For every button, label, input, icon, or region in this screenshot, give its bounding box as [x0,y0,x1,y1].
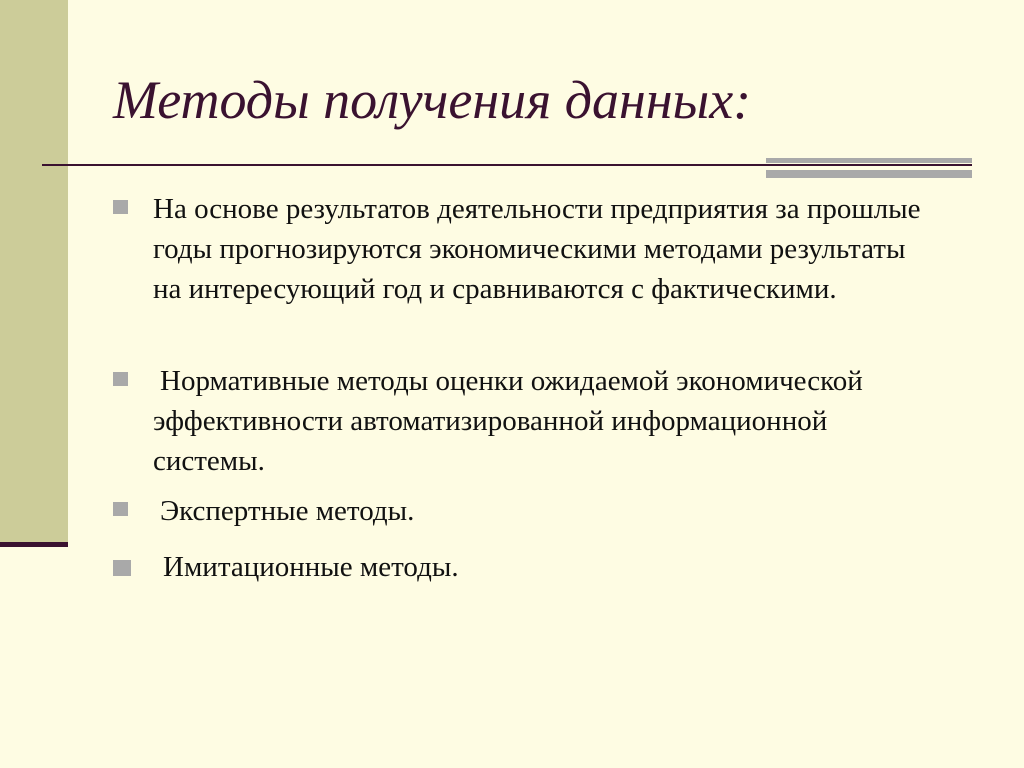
square-bullet-icon [113,200,128,214]
bullet-item [113,491,933,531]
bullet-text: На основе результатов деятельности предприятия за прошлые годы прогнозируются экономическими методами результаты на интересующий год и сравниваются с фактическими. [153,193,921,305]
bullet-item [113,361,933,481]
square-bullet-icon [113,372,128,386]
bullet-item [113,189,933,309]
bullet-text: Имитационные методы. [163,551,459,583]
bullet-item [113,547,933,587]
square-bullet-icon [113,560,131,576]
bullet-text: Нормативные методы оценки ожидаемой экономической эффективности автоматизированной информационной системы. [153,365,863,477]
square-bullet-icon [113,502,128,516]
bullet-text: Экспертные методы. [160,495,415,527]
slide-title: Методы получения данных: [113,70,752,130]
